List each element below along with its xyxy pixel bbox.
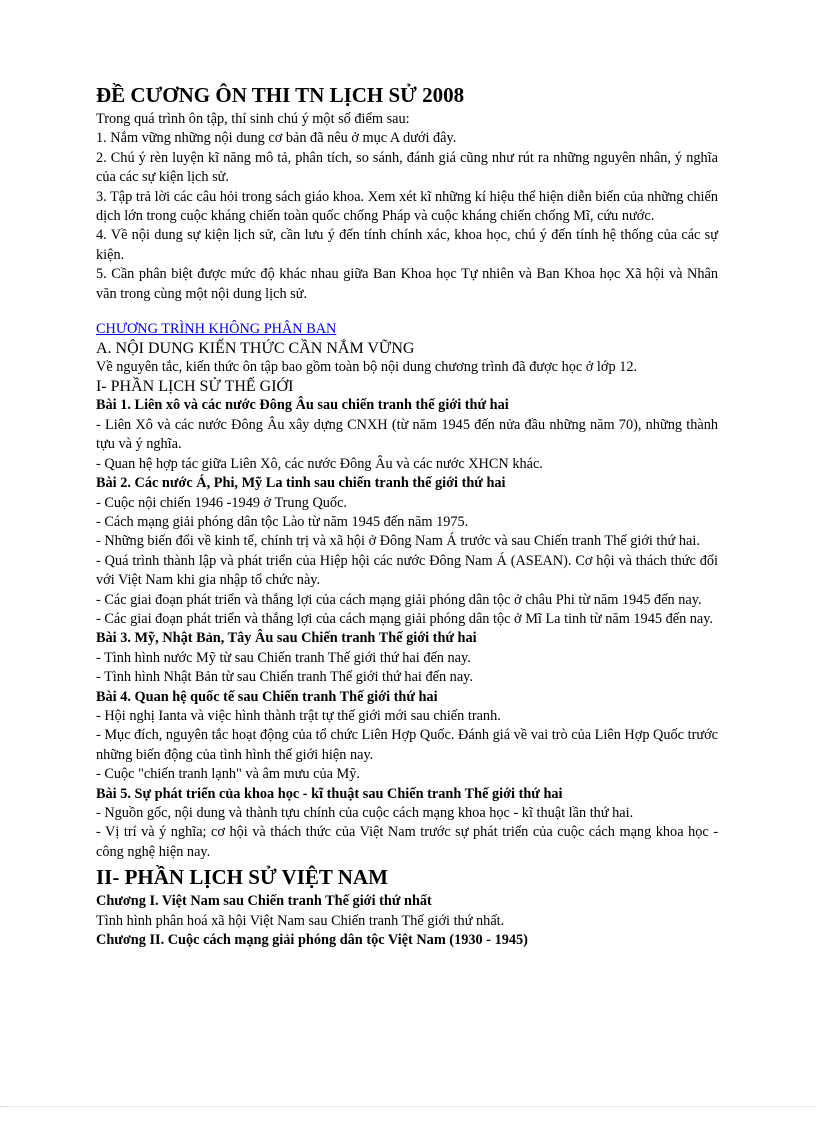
- lesson-item: - Mục đích, nguyên tắc hoạt động của tổ chức Liên Hợp Quốc. Đánh giá về vai trò của Liên Hợp Quốc trước những biến động của tình hình thế giới hiện nay.: [96, 727, 718, 763]
- spacer: [96, 304, 718, 320]
- lesson-item: - Các giai đoạn phát triển và thắng lợi của cách mạng giải phóng dân tộc ở Mĩ La tinh từ năm 1945 đến nay.: [96, 610, 714, 627]
- intro-point-5: 5. Cần phân biệt được mức độ khác nhau giữa Ban Khoa học Tự nhiên và Ban Khoa học Xã hội và Nhân văn trong cùng một nội dung lịch sử.: [96, 266, 718, 302]
- lesson-item: - Vị trí và ý nghĩa; cơ hội và thách thức của Việt Nam trước sự phát triển của cuộc cách mạng khoa học - công nghệ hiện nay.: [96, 824, 718, 860]
- lesson-item: - Quá trình thành lập và phát triển của Hiệp hội các nước Đông Nam Á (ASEAN). Cơ hội và thách thức đối với Việt Nam khi gia nhập tổ chức này.: [96, 552, 718, 589]
- lesson-item: - Cuộc nội chiến 1946 -1949 ở Trung Quốc.: [96, 494, 347, 511]
- lesson-item: - Liên Xô và các nước Đông Âu xây dựng CNXH (từ năm 1945 đến nửa đầu những năm 70), những thành tựu và ý nghĩa.: [96, 416, 718, 453]
- lesson-item: - Các giai đoạn phát triển và thắng lợi của cách mạng giải phóng dân tộc ở châu Phi từ năm 1945 đến nay.: [96, 591, 702, 608]
- chapter-2-heading: Chương II. Cuộc cách mạng giải phóng dân tộc Việt Nam (1930 - 1945): [96, 932, 528, 949]
- lesson-title: Bài 5. Sự phát triển của khoa học - kĩ thuật sau Chiến tranh Thế giới thứ hai: [96, 785, 563, 802]
- part-1-heading: I- PHẦN LỊCH SỬ THẾ GIỚI: [96, 378, 294, 396]
- part-2-heading: II- PHẦN LỊCH SỬ VIỆT NAM: [96, 865, 388, 890]
- lesson-2: [96, 474, 718, 629]
- lesson-item: - Quan hệ hợp tác giữa Liên Xô, các nước Đông Âu và các nước XHCN khác.: [96, 455, 543, 472]
- intro-line: Trong quá trình ôn tập, thí sinh chú ý một số điểm sau:: [96, 111, 410, 127]
- lesson-item: - Tình hình Nhật Bản từ sau Chiến tranh Thế giới thứ hai đến nay.: [96, 669, 473, 686]
- page-break-divider: [0, 1106, 816, 1107]
- lesson-title: Bài 4. Quan hệ quốc tế sau Chiến tranh Thế giới thứ hai: [96, 688, 438, 705]
- intro-point-1: 1. Nắm vững những nội dung cơ bản đã nêu ở mục A dưới đây.: [96, 130, 457, 147]
- intro-section: [96, 110, 718, 304]
- chapter-1-heading: Chương I. Việt Nam sau Chiến tranh Thế giới thứ nhất: [96, 893, 432, 910]
- lesson-item: - Cách mạng giải phóng dân tộc Lào từ năm 1945 đến năm 1975.: [96, 513, 469, 530]
- lesson-item: - Nguồn gốc, nội dung và thành tựu chính của cuộc cách mạng khoa học - kĩ thuật lần thứ hai.: [96, 805, 634, 821]
- lesson-item: - Cuộc "chiến tranh lạnh" và âm mưu của Mỹ.: [96, 766, 360, 783]
- chapter-1-text: Tình hình phân hoá xã hội Việt Nam sau Chiến tranh Thế giới thứ nhất.: [96, 912, 505, 929]
- lesson-3: [96, 629, 718, 687]
- lesson-1: [96, 396, 718, 474]
- intro-point-3: 3. Tập trả lời các câu hỏi trong sách giáo khoa. Xem xét kĩ những kí hiệu thể hiện diễn biến của những chiến dịch lớn trong cuộc kháng chiến toàn quốc chống Pháp và cuộc kháng chiến chống Mĩ, cứu nước.: [96, 188, 718, 225]
- program-link-wrap: [96, 320, 718, 339]
- section-a-heading: A. NỘI DUNG KIẾN THỨC CẦN NẮM VỮNG: [96, 340, 415, 358]
- lesson-5: [96, 785, 718, 863]
- lesson-item: - Hội nghị Ianta và việc hình thành trật tự thế giới mới sau chiến tranh.: [96, 707, 501, 724]
- lesson-4: [96, 688, 718, 785]
- lesson-title: Bài 1. Liên xô và các nước Đông Âu sau chiến tranh thế giới thứ hai: [96, 397, 509, 414]
- lesson-item: - Tình hình nước Mỹ từ sau Chiến tranh Thế giới thứ hai đến nay.: [96, 649, 471, 666]
- section-a-text: Về nguyên tắc, kiến thức ôn tập bao gồm toàn bộ nội dung chương trình đã được học ở lớp 12.: [96, 359, 638, 376]
- intro-point-4: 4. Về nội dung sự kiện lịch sử, cần lưu ý đến tính chính xác, khoa học, chú ý đến tính hệ thống của các sự kiện.: [96, 227, 718, 263]
- document-title: ĐỀ CƯƠNG ÔN THI TN LỊCH SỬ 2008: [96, 83, 465, 107]
- lesson-title: Bài 3. Mỹ, Nhật Bản, Tây Âu sau Chiến tranh Thế giới thứ hai: [96, 630, 477, 647]
- lesson-title: Bài 2. Các nước Á, Phi, Mỹ La tinh sau chiến tranh thế giới thứ hai: [96, 475, 506, 492]
- document-page: [96, 80, 718, 950]
- program-link[interactable]: CHƯƠNG TRÌNH KHÔNG PHÂN BAN: [96, 321, 337, 338]
- intro-point-2: 2. Chú ý rèn luyện kĩ năng mô tả, phân tích, so sánh, đánh giá cũng như rút ra những nguyên nhân, ý nghĩa của các sự kiện lịch sử.: [96, 149, 718, 186]
- lesson-item: - Những biến đổi về kinh tế, chính trị và xã hội ở Đông Nam Á trước và sau Chiến tranh Thế giới thứ hai.: [96, 533, 700, 550]
